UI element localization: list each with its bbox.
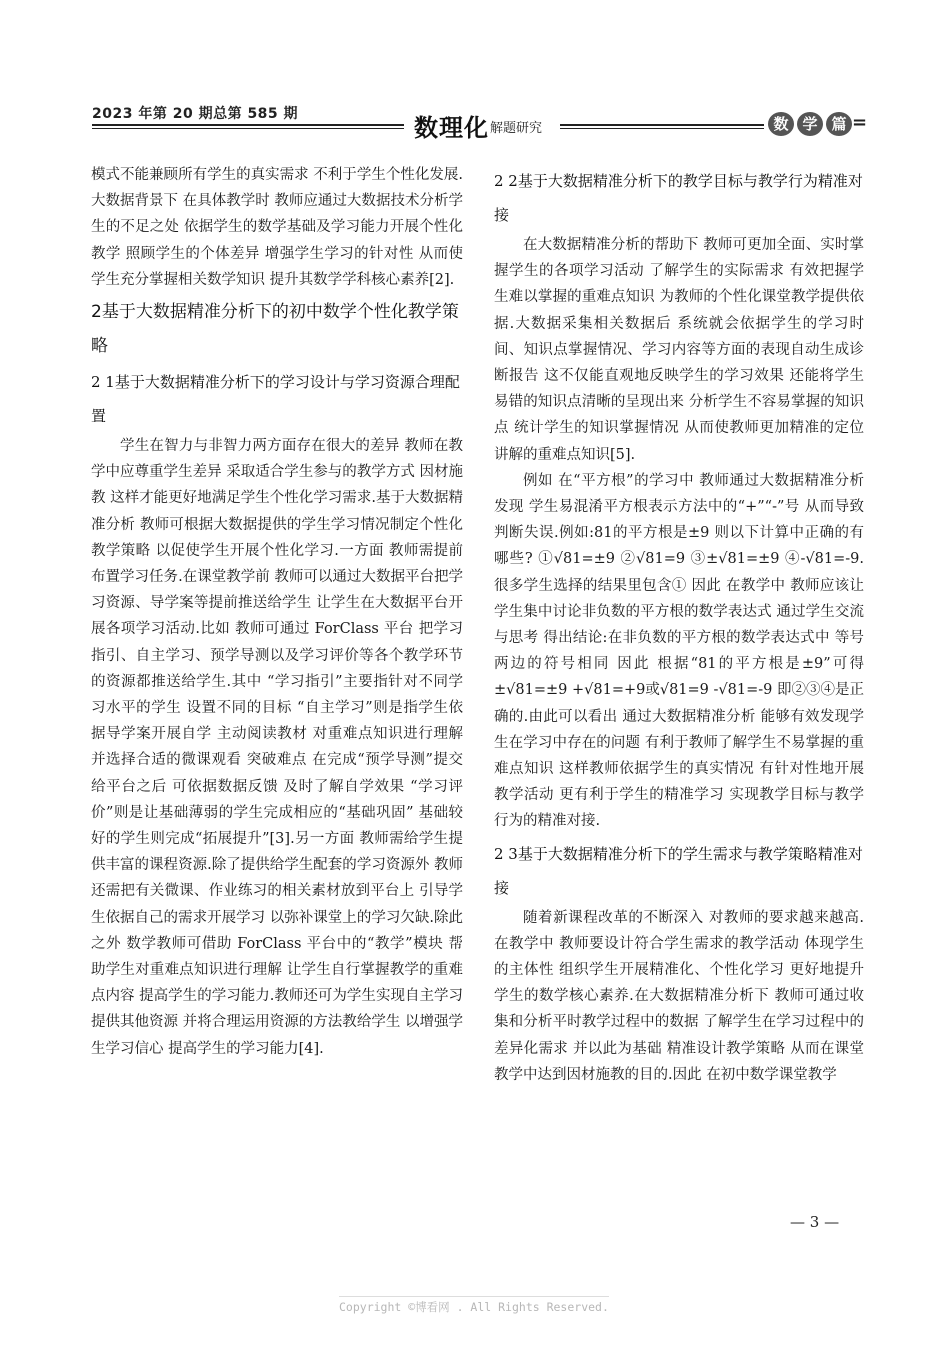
header-rule-left-bottom [92,128,404,129]
page-number: — 3 — [790,1213,840,1231]
subsection-heading: 2 3基于大数据精准分析下的学生需求与教学策略精准对接 [494,844,863,897]
right-column [494,162,864,1088]
header-rule-right-top [560,124,764,126]
badge-char-3: 篇 [826,112,852,136]
paragraph: 随着新课程改革的不断深入 对教师的要求越来越高.在教学中 教师要设计符合学生需求的教学活动 体现学生的主体性 组织学生开展精准化、个性化学习 更好地提升学生的数学核心素养.在大数据精准分析下 教师可通过收集和分析平时教学过程中的数据 了解学生在学习过程中的差异化需求 并以此为基础 精准设计教学策略 从而在课堂教学中达到因材施教的目的.因此 在初中数学课堂教学 [494,909,864,1083]
issue-label: 2023 年第 20 期总第 585 期 [92,106,299,122]
paragraph: 例如 在“平方根”的学习中 教师通过大数据精准分析发现 学生易混淆平方根表示方法中的“+”“-”号 从而导致判断失误.例如:81的平方根是±9 则以下计算中正确的有哪些? ①√81=±9 ②√81=9 ③±√81=±9 ④-√81=-9. 很多学生选择的结果里包含① 因此 在教学中 教师应该让学生集中讨论非负数的平方根的数学表达式 通过学生交流与思考 得出结论:在非负数的平方根的数学表达式中 等号两边的符号相同 因此 根据“81的平方根是±9”可得 ±√81=±9 +√81=+9或√81=9 -√81=-9 即②③④是正确的.由此可以看出 通过大数据精准分析 能够有效发现学生在学习中存在的问题 有利于教师了解学生不易掌握的重难点知识 这样教师依据学生的真实情况 有针对性地开展教学活动 更有利于学生的精准学习 实现教学目标与教学行为的精准对接. [494,472,864,830]
left-column [91,162,463,1062]
copyright-notice: Copyright ©博看网 . All Rights Reserved. [339,1296,609,1315]
magazine-title: 数理化 [414,114,489,142]
header-rule-right-bottom [560,128,764,129]
subsection-heading: 2 1基于大数据精准分析下的学习设计与学习资源合理配置 [91,373,460,426]
section-heading: 2基于大数据精准分析下的初中数学个性化教学策略 [91,302,459,357]
section-title: 解题研究 [490,121,543,136]
badge-char-1: 数 [768,112,794,136]
paragraph: 学生在智力与非智力两方面存在很大的差异 教师在教学中应尊重学生差异 采取适合学生参与的教学方式 因材施教 这样才能更好地满足学生个性化学习需求.基于大数据精准分析 教师可根据大数据提供的学生学习情况制定个性化教学策略 以促使学生开展个性化学习.一方面 教师需提前布置学习任务.在课堂教学前 教师可以通过大数据平台把学习资源、导学案等提前推送给学生 让学生在大数据平台开展各项学习活动.比如 教师可通过 ForClass 平台 把学习指引、自主学习、预学导测以及学习评价等各个教学环节的资源都推送给学生.其中 “学习指引”主要指针对不同学习水平的学生 设置不同的目标 “自主学习”则是指学生依据导学案开展自学 主动阅读教材 对重难点知识进行理解 并选择合适的微课观看 突破难点 在完成“预学导测”提交给平台之后 可依据数据反馈 及时了解自学效果 “学习评价”则是让基础薄弱的学生完成相应的“基础巩固” 基础较好的学生则完成“拓展提升”[3].另一方面 教师需给学生提供丰富的课程资源.除了提供给学生配套的学习资源外 教师还需把有关微课、作业练习的相关素材放到平台上 引导学生依据自己的需求开展学习 以弥补课堂上的学习欠缺.除此之外 数学教师可借助 ForClass 平台中的“教学”模块 帮助学生对重难点知识进行理解 让学生自行掌握教学的重难点内容 提高学生的学习能力.教师还可为学生实现自主学习提供其他资源 并将合理运用资源的方法教给学生 以增强学生学习信心 提高学生的学习能力[4]. [91,438,463,1057]
page-header [0,0,950,150]
math-badge [768,112,852,136]
paragraph: 在大数据精准分析的帮助下 教师可更加全面、实时掌握学生的各项学习活动 了解学生的实际需求 有效把握学生难以掌握的重难点知识 为教师的个性化课堂教学提供依据.大数据采集相关数据后 系统就会依据学生的学习时间、知识点掌握情况、学习内容等方面的表现自动生成诊断报告 这不仅能直观地反映学生的学习效果 还能将学生易错的知识点清晰的呈现出来 分析学生不容易掌握的知识点 统计学生的知识掌握情况 从而使教师更加精准的定位讲解的重难点知识[5]. [494,237,864,463]
header-rule-left-top [92,124,404,126]
subsection-heading: 2 2基于大数据精准分析下的教学目标与教学行为精准对接 [494,172,863,224]
badge-suffix: = [852,112,868,133]
paragraph: 模式不能兼顾所有学生的真实需求 不利于学生个性化发展.大数据背景下 在具体教学时 教师应通过大数据技术分析学生的不足之处 依据学生的数学基础及学习能力开展个性化教学 照顾学生的个体差异 增强学生学习的针对性 从而使学生充分掌握相关数学知识 提升其数学学科核心素养[2]. [91,167,463,288]
badge-char-2: 学 [797,112,823,136]
